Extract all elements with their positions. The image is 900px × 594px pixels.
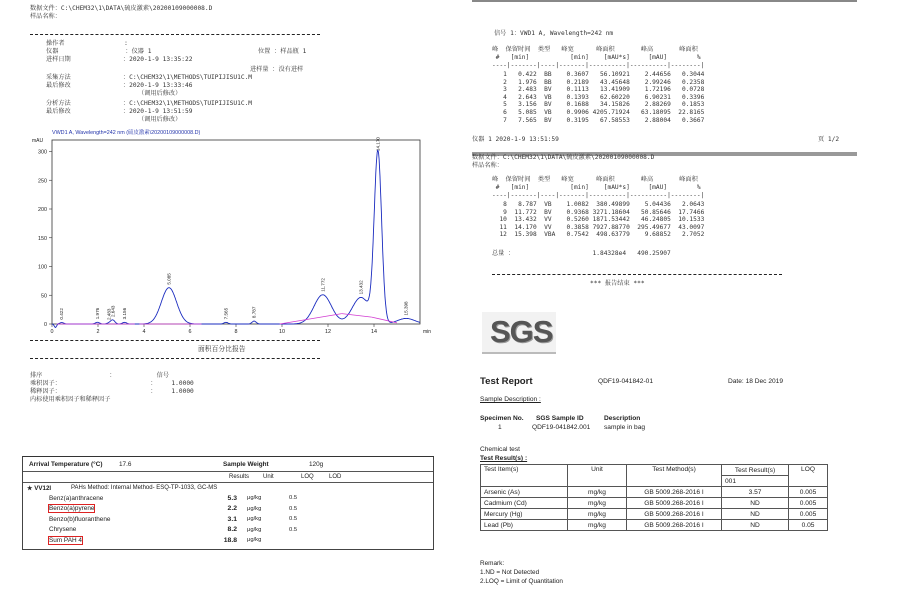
th-sample-001: 001 bbox=[722, 476, 789, 487]
area-report-title: 面积百分比报告 bbox=[198, 345, 246, 353]
peak-row: 9 11.772 BV 0.9368 3271.18604 50.85646 17.7466 bbox=[492, 208, 705, 216]
description-label: Description bbox=[604, 415, 641, 422]
pah-row bbox=[47, 514, 321, 525]
test-item-cell: Arsenic (As) bbox=[481, 487, 568, 498]
peak-row: 8 8.787 VB 1.0082 380.49899 5.04436 2.0643 bbox=[492, 201, 705, 208]
sample-weight-value: 120g bbox=[309, 461, 324, 468]
divider bbox=[492, 274, 782, 275]
result-row bbox=[481, 487, 828, 498]
peak-label: 15.398 bbox=[403, 301, 409, 316]
pah-name: Benzo(b)fluoranthene bbox=[49, 515, 111, 523]
total-line: 总量 ： 1.84328e4 490.25907 bbox=[492, 250, 671, 257]
signal-title: 信号 1：VWD1 A, Wavelength=242 nm bbox=[494, 30, 614, 37]
peak-label: 11.772 bbox=[320, 278, 326, 292]
pah-name-cell bbox=[47, 535, 201, 546]
peak-label: 0.422 bbox=[59, 308, 65, 320]
test-method-cell: GB 5009.268-2016 I bbox=[627, 520, 722, 531]
pah-unit-cell: μg/kg bbox=[247, 505, 262, 512]
pah-result-cell: 2.2 bbox=[227, 505, 237, 513]
istd-note: 内标使用乘积因子和稀释因子 bbox=[30, 396, 111, 403]
unit-cell: mg/kg bbox=[568, 487, 627, 498]
pah-result-cell: 5.3 bbox=[227, 494, 237, 502]
peak-row: 3 2.483 BV 0.1113 13.41909 1.72196 0.0728 bbox=[492, 86, 705, 94]
page-footer-right: 页 1/2 bbox=[818, 136, 840, 143]
data-file: 数据文件：C:\CHEM32\1\DATA\硫皮激素\20200109000008.D bbox=[472, 154, 655, 161]
col-header-2: # [min] [min] [mAU*s] [mAU] % bbox=[492, 184, 701, 191]
pah-name-cell bbox=[47, 493, 201, 504]
x-tick-label: 2 bbox=[96, 329, 100, 335]
peak-row: 2 1.976 BB 0.2189 43.45648 2.99246 0.2358 bbox=[492, 78, 705, 86]
col-results: Results bbox=[229, 474, 250, 480]
chromatogram-trace bbox=[52, 150, 420, 327]
acq-modified-note: （调用后修改） bbox=[138, 90, 182, 97]
signal-rows-1 bbox=[492, 71, 704, 124]
operator-line: 操作者 : bbox=[46, 40, 128, 47]
y-tick-label: 200 bbox=[38, 207, 47, 213]
pah-result-cell: 18.8 bbox=[223, 536, 237, 544]
pah-name: Benzo(a)pyrene bbox=[49, 505, 95, 513]
peak-label: 1.976 bbox=[94, 307, 100, 320]
peak-row: 1 0.422 BB 0.3607 56.10921 2.44656 0.3044 bbox=[492, 71, 705, 78]
sgs-logo-text: SGS bbox=[490, 314, 553, 349]
sgs-logo bbox=[482, 312, 556, 354]
col-lod: LOD bbox=[329, 474, 342, 480]
signal-page-2 bbox=[472, 152, 857, 297]
pah-report bbox=[22, 456, 434, 550]
data-file: 数据文件：C:\CHEM32\1\DATA\硫皮激素\20200109000008.D bbox=[30, 5, 213, 12]
loq-cell: 0.05 bbox=[789, 520, 828, 531]
peak-label: 7.565 bbox=[223, 307, 229, 320]
pah-unit-cell: μg/kg bbox=[247, 516, 262, 523]
pah-name-cell bbox=[47, 514, 201, 525]
col-rule: ----|-------|----|-------|----------|----------|--------| bbox=[492, 62, 705, 69]
peak-label: 13.432 bbox=[358, 280, 364, 295]
chromatogram-svg bbox=[30, 126, 430, 334]
x-axis-label: min bbox=[423, 329, 432, 335]
report-date: Date: 18 Dec 2019 bbox=[728, 378, 783, 385]
arrival-temp-value: 17.6 bbox=[119, 461, 132, 468]
pah-loq-cell: 0.5 bbox=[289, 495, 298, 502]
x-tick-label: 14 bbox=[371, 329, 377, 335]
x-tick-label: 12 bbox=[325, 329, 331, 335]
pah-name-cell bbox=[47, 504, 201, 515]
x-tick-label: 8 bbox=[234, 329, 238, 335]
loq-cell: 0.005 bbox=[789, 498, 828, 509]
peak-label: 14.170 bbox=[375, 137, 381, 152]
pah-name: Benz(a)anthracene bbox=[49, 494, 104, 502]
pah-group-code: ★ VV12I bbox=[27, 485, 52, 492]
loq-cell: 0.005 bbox=[789, 509, 828, 520]
ana-method-line: 分析方法 ：C:\CHEM32\1\METHODS\TUIPIJISU1C.M bbox=[46, 100, 253, 107]
specimen-no: 1 bbox=[498, 424, 502, 431]
y-tick-label: 100 bbox=[38, 264, 47, 271]
th-test-item: Test Item(s) bbox=[481, 465, 568, 487]
th-unit: Unit bbox=[568, 465, 627, 487]
pah-table bbox=[47, 493, 321, 546]
remark-1: 1.ND = Not Detected bbox=[480, 569, 540, 576]
peak-row: 10 13.432 VV 0.5260 1871.53442 46.24805 10.1533 bbox=[492, 216, 705, 224]
peak-label: 5.085 bbox=[166, 273, 172, 285]
pah-result-cell: 3.1 bbox=[227, 515, 237, 523]
pah-unit-cell: μg/kg bbox=[247, 526, 262, 533]
specimen-no-label: Specimen No. bbox=[480, 415, 524, 422]
plot-frame bbox=[52, 140, 420, 324]
signal-page-1 bbox=[472, 0, 857, 156]
sample-description-label: Sample Description : bbox=[480, 396, 541, 403]
peak-label: 3.156 bbox=[122, 307, 128, 320]
peak-row: 6 5.085 VB 0.9906 4205.71924 63.18095 22.8165 bbox=[492, 108, 705, 116]
peak-row: 11 14.170 VV 0.3858 7927.88770 295.49677 43.0097 bbox=[492, 223, 705, 231]
pah-unit-cell: μg/kg bbox=[247, 495, 262, 502]
divider bbox=[30, 358, 320, 359]
unit-cell: mg/kg bbox=[568, 498, 627, 509]
y-tick-label: 0 bbox=[44, 322, 47, 328]
test-result-cell: 3.57 bbox=[722, 487, 789, 498]
ana-modified-note: （调用后修改） bbox=[138, 116, 182, 123]
divider bbox=[30, 340, 320, 341]
pah-row bbox=[47, 493, 321, 504]
x-tick-label: 0 bbox=[50, 329, 54, 335]
pah-group-desc: PAHs Method: Internal Method- ESQ-TP-1033, GC-MS bbox=[71, 485, 218, 491]
sample-name: 样品名称： bbox=[30, 13, 61, 20]
acq-modified-line: 最后修改 ：2020-1-9 13:33:46 bbox=[46, 82, 193, 89]
test-result-cell: ND bbox=[722, 509, 789, 520]
y-tick-label: 250 bbox=[38, 178, 47, 185]
chromatogram-chart bbox=[30, 126, 430, 334]
sample-name: 样品名称： bbox=[472, 162, 503, 169]
chemical-test-label: Chemical test bbox=[480, 446, 520, 453]
pah-unit-cell: μg/kg bbox=[247, 537, 262, 544]
result-row bbox=[481, 509, 828, 520]
col-loq: LOQ bbox=[301, 474, 314, 480]
loq-cell: 0.005 bbox=[789, 487, 828, 498]
result-row bbox=[481, 498, 828, 509]
test-results-table bbox=[480, 464, 828, 531]
th-test-method: Test Method(s) bbox=[627, 465, 722, 487]
pah-row bbox=[47, 504, 321, 515]
dil-factor-line: 稀释因子： ： 1.0000 bbox=[30, 388, 194, 395]
test-result-cell: ND bbox=[722, 520, 789, 531]
pah-row bbox=[47, 535, 321, 546]
col-header-1: 峰 保留时间 类型 峰宽 峰面积 峰高 峰面积 bbox=[492, 46, 698, 53]
unit-cell: mg/kg bbox=[568, 520, 627, 531]
chart-header: VWD1 A, Wavelength=242 nm (硫皮激素\20200109000008.D) bbox=[52, 130, 201, 136]
sgs-test-report bbox=[474, 312, 854, 594]
pah-loq-cell bbox=[287, 535, 321, 546]
inject-date-line: 进样日期 ：2020-1-9 13:35:22 bbox=[46, 56, 193, 63]
sort-line: 排序 ： 信号 bbox=[30, 372, 169, 379]
peak-row: 4 2.643 VB 0.1393 62.60220 6.90231 0.3396 bbox=[492, 93, 705, 101]
ana-modified-line: 最后修改 ：2020-1-9 13:51:59 bbox=[46, 108, 193, 115]
peak-label: 2.483 bbox=[106, 308, 112, 321]
peak-label: 8.787 bbox=[251, 306, 257, 319]
pah-row bbox=[47, 525, 321, 536]
remark-label: Remark: bbox=[480, 560, 505, 567]
th-test-result: Test Result(s) bbox=[722, 465, 789, 476]
peak-row: 12 15.398 VBA 0.7542 498.63779 9.68852 2.7052 bbox=[492, 231, 705, 239]
test-method-cell: GB 5009.268-2016 I bbox=[627, 487, 722, 498]
y-tick-label: 50 bbox=[41, 293, 47, 300]
test-result-cell: ND bbox=[722, 498, 789, 509]
col-header-1: 峰 保留时间 类型 峰宽 峰面积 峰高 峰面积 bbox=[492, 176, 698, 183]
pah-result-cell: 8.2 bbox=[227, 526, 237, 534]
signal-rows-2 bbox=[492, 201, 704, 239]
integration-baseline bbox=[372, 317, 397, 323]
page-footer-left: 仪器 1 2020-1-9 13:51:59 bbox=[472, 136, 559, 143]
end-note: *** 报告结束 *** bbox=[590, 280, 645, 287]
description: sample in bag bbox=[604, 424, 646, 431]
arrival-temp-label: Arrival Temperature (°C) bbox=[29, 461, 103, 468]
divider bbox=[23, 471, 433, 472]
pah-loq-cell: 0.5 bbox=[289, 505, 298, 512]
test-item-cell: Mercury (Hg) bbox=[481, 509, 568, 520]
test-results-label: Test Result(s) : bbox=[480, 455, 528, 462]
test-item-cell: Cadmium (Cd) bbox=[481, 498, 568, 509]
sample-weight-label: Sample Weight bbox=[223, 461, 269, 468]
y-tick-label: 300 bbox=[38, 149, 47, 156]
y-tick-label: 150 bbox=[38, 235, 47, 242]
x-tick-label: 6 bbox=[188, 329, 192, 335]
unit-cell: mg/kg bbox=[568, 509, 627, 520]
test-method-cell: GB 5009.268-2016 I bbox=[627, 498, 722, 509]
report-number: QDF19-041842-01 bbox=[598, 378, 653, 385]
mult-factor-line: 乘积因子： ： 1.0000 bbox=[30, 380, 194, 387]
test-method-cell: GB 5009.268-2016 I bbox=[627, 509, 722, 520]
x-tick-label: 4 bbox=[142, 329, 146, 335]
th-loq: LOQ bbox=[789, 465, 828, 487]
divider bbox=[23, 482, 433, 483]
location-line: 位置 ：样品瓶 1 bbox=[258, 48, 307, 55]
peak-row: 7 7.565 BV 0.3195 67.58553 2.88004 0.3667 bbox=[492, 116, 705, 124]
chromatogram-report bbox=[30, 0, 450, 420]
pah-loq-cell: 0.5 bbox=[289, 516, 298, 523]
result-row bbox=[481, 520, 828, 531]
test-item-cell: Lead (Pb) bbox=[481, 520, 568, 531]
x-tick-label: 10 bbox=[279, 329, 285, 335]
divider bbox=[30, 34, 320, 35]
integration-baseline bbox=[280, 314, 342, 324]
pah-loq-cell: 0.5 bbox=[289, 526, 298, 533]
peak-row: 5 3.156 BV 0.1688 34.15826 2.88269 0.1853 bbox=[492, 101, 705, 109]
col-unit: Unit bbox=[263, 474, 274, 480]
col-rule: ----|-------|----|-------|----------|----------|--------| bbox=[492, 192, 705, 199]
pah-name: Chrysene bbox=[49, 526, 77, 534]
col-header-2: # [min] [min] [mAU*s] [mAU] % bbox=[492, 54, 701, 61]
pah-name-cell bbox=[47, 525, 201, 536]
instrument-line: 仪器 ：仪器 1 bbox=[46, 48, 152, 55]
sgs-id-label: SGS Sample ID bbox=[536, 415, 584, 422]
sgs-id: QDF19-041842.001 bbox=[532, 424, 591, 431]
y-axis-label: mAU bbox=[32, 138, 44, 144]
inject-volume-line: 进样量 ：没有进样 bbox=[250, 66, 304, 73]
pah-name: Sum PAH 4 bbox=[49, 536, 82, 544]
acq-method-line: 采集方法 ：C:\CHEM32\1\METHODS\TUIPIJISU1C.M bbox=[46, 74, 253, 81]
report-title: Test Report bbox=[480, 376, 533, 387]
peak-label: 2.643 bbox=[110, 305, 116, 318]
remark-2: 2.LOQ = Limit of Quantitation bbox=[480, 578, 563, 585]
